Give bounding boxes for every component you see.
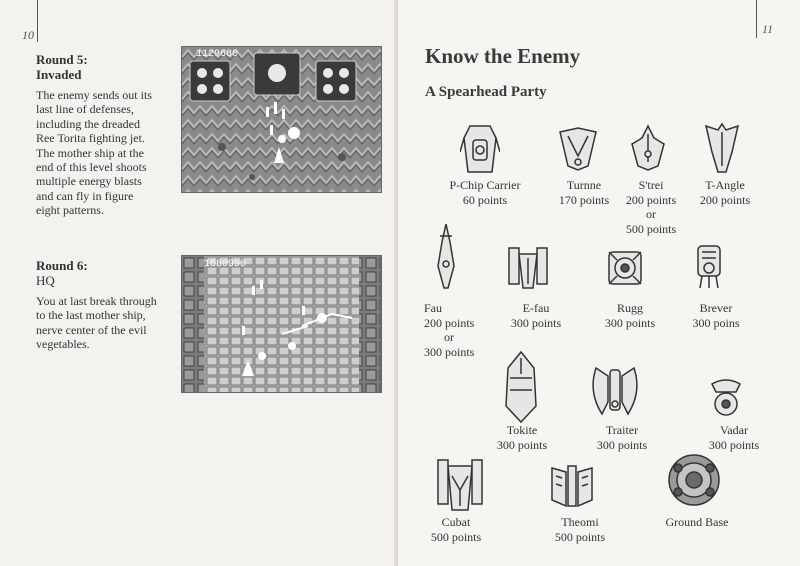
enemy-p-chip-carrier — [440, 178, 530, 207]
enemy-rugg — [598, 301, 662, 330]
round5-score: 1129680 — [196, 49, 239, 60]
enemy-name: Rugg — [616, 301, 643, 315]
enemy-t-angle — [694, 178, 756, 207]
section-subtitle: A Spearhead Party — [425, 84, 547, 100]
traiter-icon — [588, 362, 642, 420]
enemy-points: 500 points — [554, 529, 606, 544]
fau-icon — [434, 222, 458, 290]
enemy-vadar — [702, 423, 766, 452]
enemy-points: 200 points — [625, 192, 677, 207]
enemy-brever — [684, 301, 748, 330]
enemy-points-or: or — [444, 330, 454, 344]
enemy-name: Theomi — [561, 515, 599, 529]
page-title: Know the Enemy — [425, 44, 581, 68]
brever-icon — [694, 244, 724, 290]
round6-game-image — [182, 256, 381, 392]
round6-description: You at last break through to the last mother ship, nerve center of the evil vegetables. — [36, 294, 157, 352]
enemy-points: 300 points — [708, 437, 760, 452]
ground-base-icon — [666, 452, 722, 508]
enemy-points-alt: 500 points — [625, 221, 677, 236]
enemy-points: 170 points — [558, 192, 610, 207]
enemy-points: 300 points — [510, 315, 562, 330]
enemy-points: 200 points — [424, 315, 475, 330]
enemy-name: P-Chip Carrier — [449, 178, 521, 192]
enemy-name: Vadar — [720, 423, 748, 437]
rugg-icon — [605, 248, 645, 288]
round5-screenshot — [181, 46, 382, 193]
page-number: 10 — [22, 28, 34, 42]
enemy-name: Traiter — [605, 423, 639, 437]
enemy-name: E-fau — [522, 301, 550, 315]
enemy-points: 300 points — [496, 437, 548, 452]
round6-heading: Round 6: HQ — [36, 258, 88, 288]
enemy-name: S'trei — [638, 178, 664, 192]
enemy-points-alt: 300 points — [424, 344, 475, 359]
enemy-fau — [424, 301, 486, 359]
theomi-icon — [548, 462, 596, 510]
round5-description: The enemy sends out its last line of defenses, including the dreaded Ree Torita fighting jet. The mother ship at the end of this level shoots multiple energy blasts and can fly in figure eight patterns. — [36, 88, 152, 218]
enemy-name: Fau — [424, 301, 442, 315]
left-page — [0, 0, 398, 566]
cubat-icon — [434, 456, 486, 514]
strei-icon — [630, 124, 666, 172]
enemy-name: Turnne — [566, 178, 602, 192]
enemy-theomi — [548, 515, 612, 544]
enemy-ground-base — [654, 515, 740, 530]
enemy-name: Ground Base — [665, 515, 729, 529]
page-rule — [37, 0, 38, 42]
e-fau-icon — [505, 244, 551, 292]
round5-heading: Round 5: Invaded — [36, 52, 88, 82]
enemy-points: 300 points — [596, 437, 648, 452]
enemy-points: 500 points — [430, 529, 482, 544]
enemy-strei — [620, 178, 682, 236]
t-angle-icon — [702, 122, 742, 174]
round5-game-image — [182, 47, 381, 192]
enemy-cubat — [424, 515, 488, 544]
vadar-icon — [708, 376, 744, 418]
turnne-icon — [556, 126, 600, 172]
tokite-icon — [504, 350, 538, 424]
enemy-points: 300 points — [604, 315, 656, 330]
page-number: 11 — [762, 22, 774, 36]
enemy-points: 300 poins — [692, 315, 740, 330]
enemy-name: Cubat — [441, 515, 471, 529]
enemy-name: Tokite — [506, 423, 538, 437]
enemy-traiter — [590, 423, 654, 452]
enemy-tokite — [490, 423, 554, 452]
enemy-turnne — [549, 178, 619, 207]
enemy-e-fau — [504, 301, 568, 330]
round6-screenshot — [181, 255, 382, 393]
enemy-points-or: or — [646, 207, 656, 221]
enemy-name: Brever — [699, 301, 733, 315]
enemy-points: 200 points — [699, 192, 751, 207]
page-rule — [756, 0, 757, 38]
enemy-points: 60 points — [462, 192, 508, 207]
p-chip-carrier-icon — [460, 122, 500, 178]
enemy-name: T-Angle — [705, 178, 745, 192]
round6-score: 1680990 — [204, 259, 247, 270]
right-page — [398, 0, 800, 566]
